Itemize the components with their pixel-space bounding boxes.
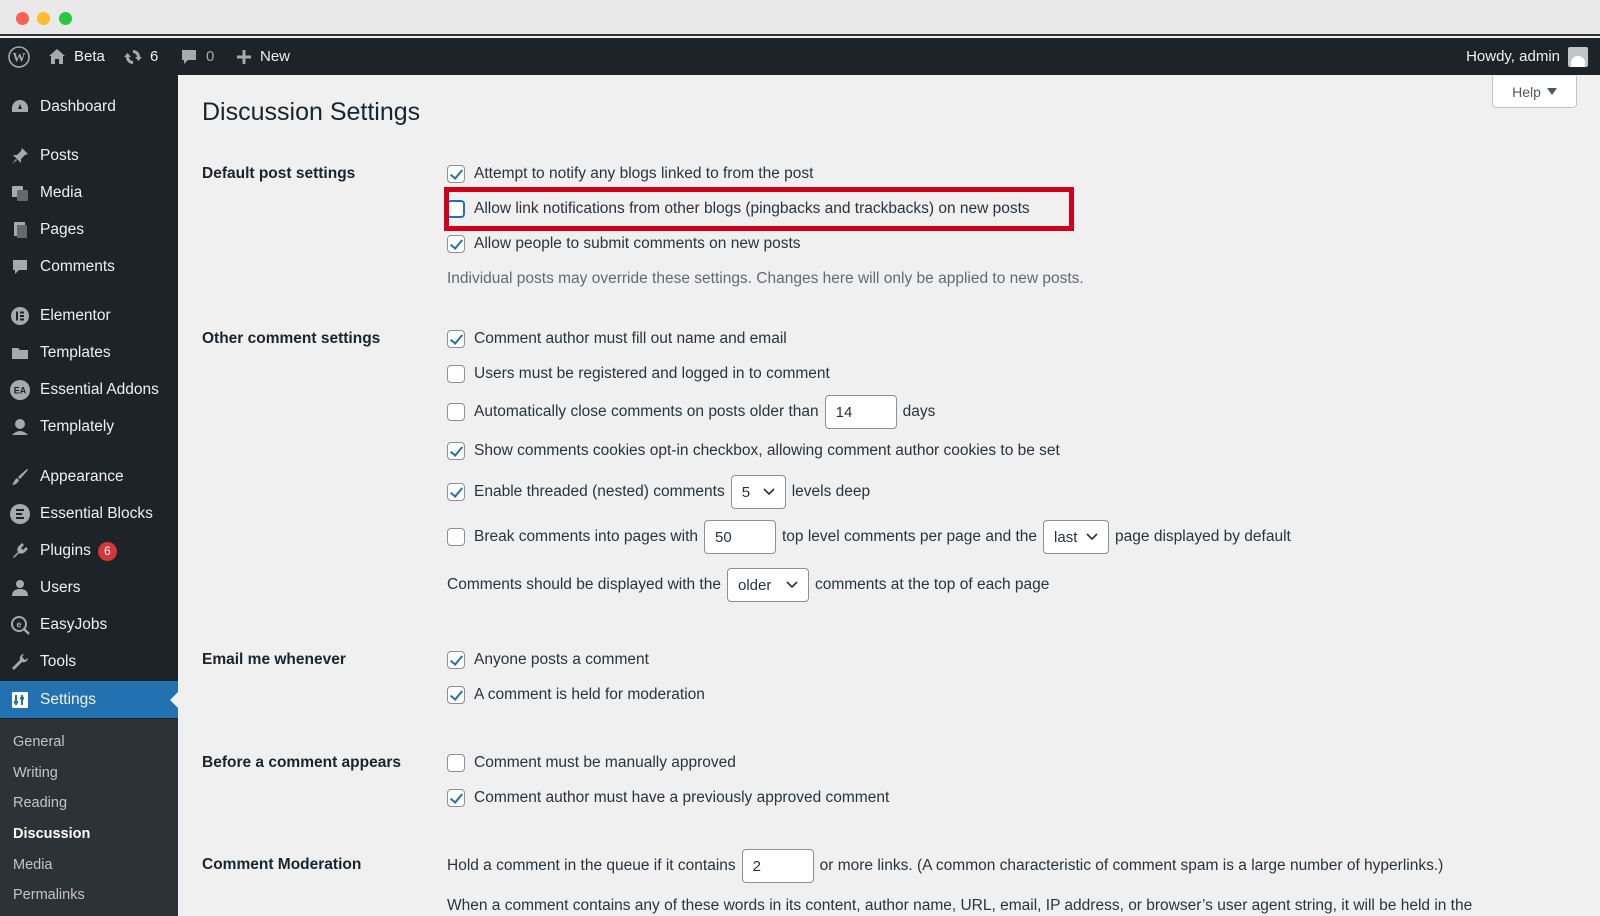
option-label: Comments should be displayed with the — [447, 576, 721, 593]
comments-link[interactable] — [180, 38, 214, 75]
anyone-posts-option[interactable] — [447, 651, 649, 669]
updates-link[interactable] — [124, 38, 158, 75]
sidebar-item-label: Plugins — [40, 542, 91, 559]
submenu-item-permalinks[interactable]: Permalinks — [13, 887, 85, 903]
require-name-email-checkbox[interactable] — [447, 330, 465, 348]
manually-approved-option[interactable] — [447, 754, 736, 772]
close-comments-checkbox[interactable] — [447, 403, 465, 421]
caret-down-icon — [1547, 88, 1557, 96]
submenu-item-discussion[interactable]: Discussion — [13, 826, 91, 842]
close-comments-days-input[interactable]: 14 — [825, 395, 897, 429]
templately-icon — [0, 416, 40, 438]
svg-text:EA: EA — [13, 385, 27, 396]
comments-per-page-input[interactable]: 50 — [704, 520, 776, 554]
home-icon — [48, 48, 66, 66]
anyone-posts-checkbox[interactable] — [447, 651, 465, 669]
previously-approved-option[interactable] — [447, 789, 889, 807]
option-label: Enable threaded (nested) comments — [474, 483, 725, 500]
easyjobs-icon — [0, 614, 40, 636]
sidebar-item-essential-addons[interactable] — [0, 373, 178, 407]
sidebar-item-elementor[interactable] — [0, 299, 178, 333]
option-label: or more links. (A common characteristic of comment spam is a large number of hyperlinks.) — [819, 857, 1444, 874]
moderation-links-input[interactable]: 2 — [742, 849, 814, 883]
sidebar-item-appearance[interactable] — [0, 460, 178, 494]
refresh-icon — [124, 48, 142, 66]
settings-icon — [0, 690, 40, 710]
brush-icon — [0, 467, 40, 487]
sidebar-item-label: Posts — [40, 147, 79, 164]
threaded-comments-checkbox[interactable] — [447, 483, 465, 501]
manually-approved-checkbox[interactable] — [447, 754, 465, 772]
wordpress-logo-button[interactable] — [8, 38, 30, 75]
chevron-down-icon — [786, 581, 798, 589]
sidebar-item-label: Templately — [40, 418, 115, 435]
option-label: Allow people to submit comments on new posts — [474, 235, 801, 252]
wordpress-icon — [8, 46, 30, 68]
folder-icon — [0, 343, 40, 363]
updates-count: 6 — [150, 48, 159, 65]
window-titlebar — [0, 0, 1600, 36]
sidebar-item-label: Essential Addons — [40, 381, 159, 398]
sidebar-item-essential-blocks[interactable] — [0, 497, 178, 531]
paged-comments-option — [447, 520, 1291, 554]
default-page-select[interactable] — [1043, 520, 1109, 554]
section-label-before-appears: Before a comment appears — [202, 754, 401, 771]
cookies-optin-option[interactable] — [447, 442, 1060, 460]
sidebar-item-label: Users — [40, 579, 81, 596]
sidebar-item-settings[interactable] — [0, 681, 178, 718]
sidebar-item-comments[interactable] — [0, 250, 178, 284]
sidebar-item-label: Pages — [40, 221, 84, 238]
select-value: older — [737, 576, 772, 594]
current-menu-arrow — [170, 692, 178, 708]
moderation-words-note — [447, 897, 1472, 915]
avatar — [1568, 47, 1588, 67]
sidebar-item-templates[interactable] — [0, 336, 178, 370]
wrench-icon — [0, 652, 40, 672]
plug-icon — [0, 541, 40, 561]
select-value: 5 — [741, 483, 751, 501]
sidebar-item-label: Settings — [40, 690, 97, 708]
comment-bubble-icon — [180, 48, 198, 66]
highlight-annotation-box — [444, 187, 1074, 231]
sidebar-item-label: Comments — [40, 258, 115, 275]
page-title: Discussion Settings — [202, 98, 421, 126]
help-tab-button[interactable] — [1492, 76, 1577, 108]
option-label: A comment is held for moderation — [474, 686, 705, 703]
dashboard-icon — [0, 97, 40, 117]
sidebar-item-media[interactable] — [0, 176, 178, 210]
sidebar-item-label: Essential Blocks — [40, 505, 153, 522]
admin-bar — [0, 38, 1600, 75]
close-comments-option — [447, 395, 935, 429]
notify-blogs-checkbox[interactable] — [447, 165, 465, 183]
allow-comments-checkbox[interactable] — [447, 235, 465, 253]
site-name: Beta — [74, 48, 105, 65]
pin-icon — [0, 146, 40, 166]
notify-blogs-option[interactable] — [447, 165, 813, 183]
option-label: Users must be registered and logged in to comment — [474, 365, 830, 382]
registered-only-checkbox[interactable] — [447, 365, 465, 383]
sidebar-item-label: Templates — [40, 344, 111, 361]
my-account-link[interactable] — [1466, 38, 1588, 75]
paged-comments-checkbox[interactable] — [447, 528, 465, 546]
plus-icon — [236, 49, 252, 65]
sidebar-item-easyjobs[interactable] — [0, 608, 178, 642]
user-icon — [0, 578, 40, 598]
option-label: top level comments per page and the — [782, 528, 1038, 545]
option-label: comments at the top of each page — [814, 576, 1050, 593]
section-label-email-me: Email me whenever — [202, 651, 346, 668]
require-name-email-option[interactable] — [447, 330, 787, 348]
zoom-window-button[interactable] — [59, 12, 72, 25]
chevron-down-icon — [1086, 533, 1098, 541]
option-label: Hold a comment in the queue if it contains — [447, 857, 736, 874]
default-post-description: Individual posts may override these settings. Changes here will only be applied to new posts. — [447, 270, 1084, 287]
new-label: New — [260, 48, 291, 65]
pages-icon — [0, 220, 40, 240]
sidebar-item-tools[interactable] — [0, 645, 178, 679]
submenu-item-reading[interactable]: Reading — [13, 795, 68, 811]
allow-comments-option[interactable] — [447, 235, 801, 253]
sidebar-item-label: Appearance — [40, 468, 124, 485]
held-moderation-checkbox[interactable] — [447, 686, 465, 704]
eb-icon — [0, 503, 40, 525]
comment-order-select[interactable] — [727, 568, 809, 602]
media-icon — [0, 183, 40, 203]
elementor-icon — [0, 306, 40, 326]
submenu-item-media[interactable]: Media — [13, 857, 53, 873]
option-label: Anyone posts a comment — [474, 651, 649, 668]
ea-icon — [0, 379, 40, 401]
option-label: Comment author must have a previously approved comment — [474, 789, 890, 806]
section-label-other-comment: Other comment settings — [202, 330, 381, 347]
new-content-link[interactable] — [236, 38, 290, 75]
sidebar-item-label: Elementor — [40, 307, 111, 324]
option-label: Break comments into pages with — [474, 528, 698, 545]
sidebar-item-label: Tools — [40, 653, 77, 670]
option-label: Comment must be manually approved — [474, 754, 736, 771]
submenu-item-general[interactable]: General — [13, 734, 65, 750]
option-label: Comment author must fill out name and email — [474, 330, 787, 347]
plugins-update-badge: 6 — [98, 542, 117, 561]
help-label: Help — [1512, 83, 1541, 100]
hold-links-option — [447, 849, 1443, 883]
select-value: last — [1054, 528, 1078, 546]
comment-order-option — [447, 568, 1049, 602]
option-label: page displayed by default — [1115, 528, 1291, 545]
minimize-window-button[interactable] — [37, 12, 50, 25]
settings-submenu — [0, 719, 178, 916]
svg-text:e: e — [16, 619, 22, 630]
comments-count: 0 — [206, 48, 215, 65]
section-label-moderation: Comment Moderation — [202, 856, 362, 873]
sidebar-item-label: Media — [40, 184, 83, 201]
option-label: Automatically close comments on posts older than — [474, 403, 819, 420]
submenu-item-writing[interactable]: Writing — [13, 765, 58, 781]
option-label: When a comment contains any of these words in its content, author name, URL, email, IP address, or browser’s user agent string, it will be held in the — [447, 897, 1473, 914]
sidebar-item-templately[interactable] — [0, 410, 178, 444]
sidebar-item-users[interactable] — [0, 571, 178, 605]
thread-depth-select[interactable] — [731, 475, 786, 509]
option-label: Attempt to notify any blogs linked to from the post — [474, 165, 814, 182]
option-label: Show comments cookies opt-in checkbox, allowing comment author cookies to be set — [474, 442, 1060, 459]
sidebar-item-label: Dashboard — [40, 98, 116, 115]
cookies-optin-checkbox[interactable] — [447, 442, 465, 460]
close-window-button[interactable] — [16, 12, 29, 25]
section-label-default-post: Default post settings — [202, 165, 356, 182]
sidebar-item-label: EasyJobs — [40, 616, 108, 633]
option-label: Allow link notifications from other blogs (pingbacks and trackbacks) on new posts — [474, 200, 1030, 217]
sidebar-item-plugins[interactable] — [0, 534, 178, 568]
previously-approved-checkbox[interactable] — [447, 789, 465, 807]
chevron-down-icon — [763, 488, 775, 496]
howdy-text: Howdy, admin — [1466, 48, 1560, 65]
site-name-link[interactable] — [48, 38, 105, 75]
threaded-comments-option — [447, 475, 870, 509]
option-label: levels deep — [791, 483, 871, 500]
svg-text:W: W — [12, 49, 26, 64]
held-moderation-option[interactable] — [447, 686, 705, 704]
sidebar-item-dashboard[interactable] — [0, 90, 178, 124]
sidebar-item-pages[interactable] — [0, 213, 178, 247]
sidebar-item-posts[interactable] — [0, 139, 178, 173]
registered-only-option[interactable] — [447, 365, 830, 383]
comment-icon — [0, 257, 40, 277]
option-label: days — [902, 403, 936, 420]
